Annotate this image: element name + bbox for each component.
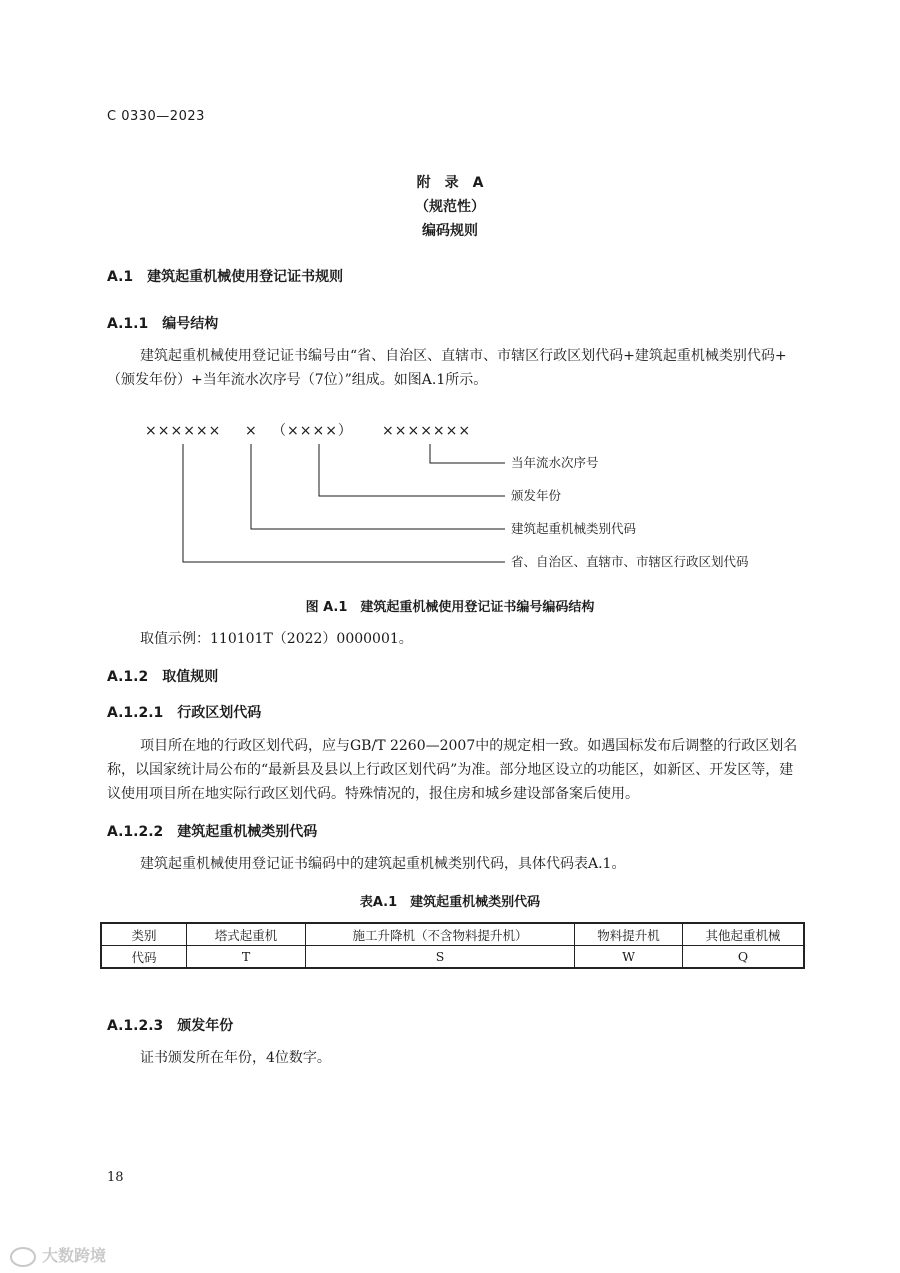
segment-year-marks: （××××） [272, 423, 353, 439]
table-caption: 表A.1 建筑起重机械类别代码 [359, 895, 541, 910]
section-title: 行政区划代码 [177, 705, 262, 721]
section-a11-heading [107, 313, 218, 333]
segment-region-marks: ×××××× [145, 423, 222, 439]
watermark [10, 1243, 106, 1267]
numbering-structure-diagram [0, 410, 900, 580]
segment-category-marks: × [245, 423, 258, 439]
table-header-row [101, 923, 804, 946]
appendix-nature: （规范性） [415, 199, 485, 215]
segment-serial-marks: ××××××× [382, 423, 472, 439]
table-row [101, 946, 804, 969]
table-cell: 物料提升机 [575, 923, 683, 946]
paragraph-numbering-structure: 建筑起重机械使用登记证书编号由“省、自治区、直辖市、市辖区行政区划代码+建筑起重机械类别代码+（颁发年份）+当年流水次序号（7位）”组成。如图A.1所示。 [107, 348, 787, 388]
category-code-table [100, 922, 805, 969]
table-cell: 其他起重机械 [683, 923, 805, 946]
table-cell: 塔式起重机 [187, 923, 306, 946]
paragraph-region-code: 项目所在地的行政区划代码，应与GB/T 2260—2007中的规定相一致。如遇国标发布后调整的行政区划名称，以国家统计局公布的“最新县及县以上行政区划代码”为准。部分地区设立的功能区，如新区、开发区等，建议使用项目所在地实际行政区划代码。特殊情况的，报住房和城乡建设部备案后使用。 [107, 738, 798, 802]
label-serial: 当年流水次序号 [511, 455, 599, 470]
paragraph-issue-year: 证书颁发所在年份，4位数字。 [140, 1050, 331, 1066]
section-number: A.1.1 [107, 316, 149, 332]
section-title: 取值规则 [162, 669, 219, 685]
watermark-text: 大数跨境 [42, 1246, 107, 1265]
section-number: A.1.2.3 [107, 1018, 164, 1034]
region-connector-line [183, 444, 505, 562]
serial-connector-line [430, 444, 505, 463]
section-a121-heading [107, 702, 261, 722]
appendix-title: 附 录 A [416, 175, 484, 191]
table-cell: 施工升降机（不含物料提升机） [306, 923, 575, 946]
section-title: 建筑起重机械类别代码 [177, 824, 318, 840]
table-cell: W [575, 946, 683, 969]
standard-code: C 0330—2023 [107, 109, 205, 124]
section-title: 建筑起重机械使用登记证书规则 [147, 269, 344, 285]
label-region: 省、自治区、直辖市、市辖区行政区划代码 [511, 554, 749, 569]
section-number: A.1.2.1 [107, 705, 164, 721]
appendix-subtitle: 编码规则 [422, 223, 478, 239]
table-cell: Q [683, 946, 805, 969]
figure-caption: 图 A.1 建筑起重机械使用登记证书编号编码结构 [305, 600, 595, 615]
section-number: A.1.2.2 [107, 824, 164, 840]
paragraph-category-code: 建筑起重机械使用登记证书编码中的建筑起重机械类别代码，具体代码表A.1。 [140, 856, 626, 872]
table-cell: 代码 [101, 946, 187, 969]
table-cell: 类别 [101, 923, 187, 946]
section-a1-heading [107, 266, 343, 286]
section-number: A.1.2 [107, 669, 149, 685]
value-example: 取值示例：110101T（2022）0000001。 [140, 631, 413, 647]
label-category: 建筑起重机械类别代码 [511, 521, 637, 536]
table-cell: S [306, 946, 575, 969]
year-connector-line [319, 444, 505, 496]
section-a122-heading [107, 821, 317, 841]
section-a12-heading [107, 666, 218, 686]
section-a123-heading [107, 1015, 233, 1035]
category-connector-line [251, 444, 505, 529]
section-title: 颁发年份 [177, 1018, 234, 1034]
page-number: 18 [107, 1170, 124, 1185]
watermark-logo-icon [10, 1247, 36, 1267]
section-title: 编号结构 [162, 316, 219, 332]
table-cell: T [187, 946, 306, 969]
section-number: A.1 [107, 269, 134, 285]
label-year: 颁发年份 [511, 488, 562, 503]
